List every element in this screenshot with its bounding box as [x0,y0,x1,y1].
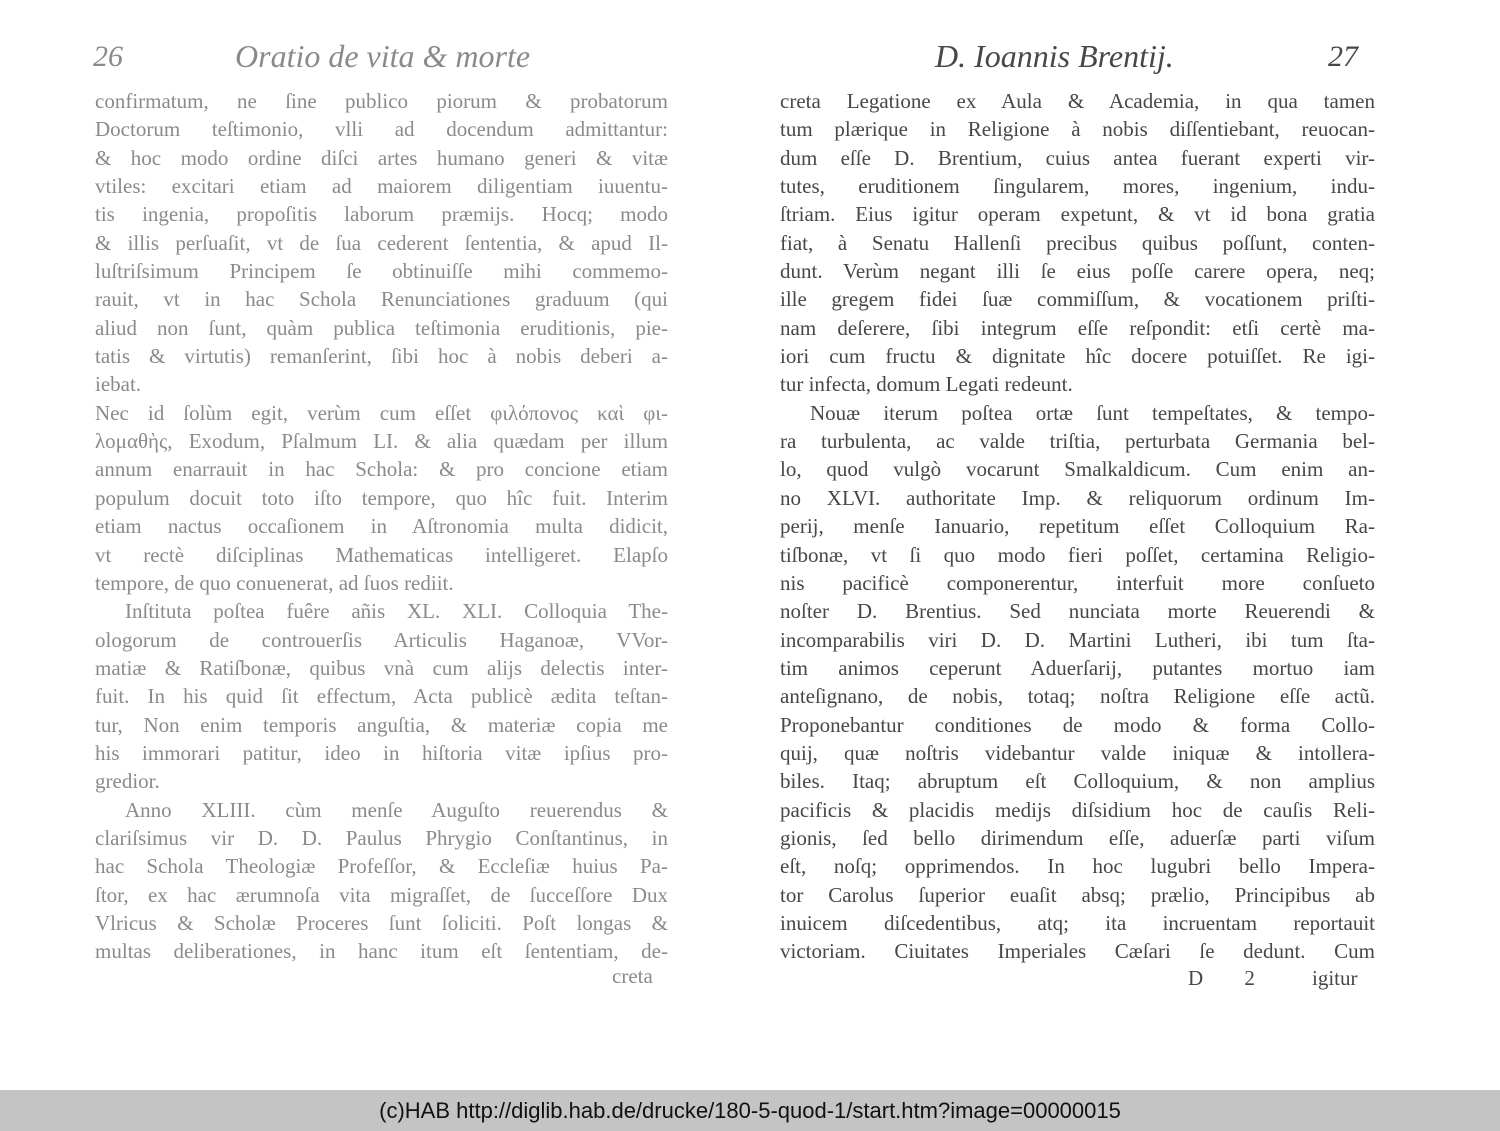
text-line: biles. Itaq; abruptum eſt Colloquium, & non amplius [780,769,1375,794]
text-line: rauit, vt in hac Schola Renunciationes graduum (qui [95,287,668,312]
text-line: nam deſerere, ſibi integrum eſſe reſpondit: etſi certè ma- [780,315,1375,340]
text-line: tum plærique in Religione à nobis diſſentiebant, reuocan- [780,117,1375,142]
text-line: tor Carolus ſuperior euaſit absq; prælio, Principibus ab [780,882,1375,907]
text-line: gionis, ſed bello dirimendum eſſe, aduerſæ parti viſum [780,825,1375,850]
text-line: dunt. Verùm negant illi ſe eius poſſe carere opera, neq; [780,259,1375,284]
text-line: quij, quæ noſtris videbantur valde iniquæ & intollera- [780,740,1375,765]
catchword: igitur [1312,966,1358,990]
text-line: fuit. In his quid ſit effectum, Acta publicè ædita teſtan- [95,684,668,709]
text-line: ille gregem fidei ſuæ commiſſum, & vocationem priſti- [780,287,1375,312]
text-line: ſtriam. Eius igitur operam expetunt, & vt id bona gratia [780,202,1375,227]
text-line: etiam nactus occaſionem in Aſtronomia multa didicit, [95,514,668,539]
text-line: tur infecta, domum Legati redeunt. [780,372,1073,397]
text-line: Inſtituta poſtea fuêre añis XL. XLI. Colloquia The- [125,599,668,624]
text-line: tur, Non enim temporis anguſtia, & materiæ copia me [95,712,668,737]
text-line: no XLVI. authoritate Imp. & reliquorum ordinum Im- [780,485,1375,510]
text-line: creta Legatione ex Aula & Academia, in qua tamen [780,89,1375,113]
text-line: iori cum fructu & dignitate hîc docere potuiſſet. Re igi- [780,344,1375,369]
text-line: & illis perſuaſit, vt de ſua cederent ſententia, & apud Il- [95,230,668,255]
text-line: nis pacificè componerentur, interfuit more conſueto [780,570,1375,595]
left-page [0,0,750,1090]
text-line: lo, quod vulgò vocarunt Smalkaldicum. Cum enim an- [780,457,1375,482]
text-line: anteſignano, de nobis, totaq; noſtra Religione eſſe actũ. [780,684,1375,709]
text-line: tatis & virtutis) remanſerint, ſibi hoc à nobis deberi a- [95,344,668,369]
text-line: Nouæ iterum poſtea ortæ ſunt tempeſtates, & tempo- [810,400,1375,425]
text-line: multas deliberationes, in hanc itum eſt ſententiam, de- [95,939,668,964]
text-line: populum docuit toto iſto tempore, quo hîc fuit. Interim [95,485,668,510]
text-line: Doctorum teſtimonio, vlli ad docendum admittantur: [95,117,668,142]
text-line: hac Schola Theologiæ Profeſſor, & Eccleſiæ huius Pa- [95,854,668,879]
text-line: tim animos ceperunt Aduerſarij, putantes mortuo iam [780,655,1375,680]
text-line: inuicem diſcedentibus, atq; ita incruentam reportauit [780,910,1375,935]
text-line: & hoc modo ordine diſci artes humano generi & vitæ [95,145,668,170]
catchword: creta [612,964,653,988]
text-line: aliud non ſunt, quàm publica teſtimonia eruditionis, pie- [95,315,668,340]
page-number: 26 [93,40,123,73]
running-head: Oratio de vita & morte [235,38,531,74]
text-line: confirmatum, ne ſine publico piorum & probatorum [95,89,668,113]
page-text [95,87,668,966]
text-line: incomparabilis viri D. D. Martini Lutheri, ibi tum ſta- [780,627,1375,652]
text-line: tutes, eruditionem ſingularem, mores, ingenium, indu- [780,174,1375,199]
text-line: Proponebantur conditiones de modo & forma Collo- [780,712,1375,737]
text-line: Nec id ſolùm egit, verùm cum eſſet φιλόπονος καὶ φι- [95,400,668,425]
text-line: Vlricus & Scholæ Proceres ſunt ſoliciti. Poſt longas & [95,910,668,935]
text-line: tempore, de quo conuenerat, ad ſuos rediit. [95,570,454,595]
text-line: pacificis & placidis medijs diſsidium hoc de cauſis Reli- [780,797,1375,822]
text-line: perij, menſe Ianuario, repetitum eſſet Colloquium Ra- [780,514,1375,539]
text-line: victoriam. Ciuitates Imperiales Cæſari ſe dedunt. Cum [780,939,1375,964]
text-line: tiſbonæ, vt ſi quo modo fieri poſſet, certamina Religio- [780,542,1375,567]
text-line: ologorum de controuerſis Articulis Haganoæ, VVor- [95,627,668,652]
text-line: luſtriſsimum Principem ſe obtinuiſſe mihi commemo- [95,259,668,284]
text-line: eſt, noſq; opprimendos. In hoc lugubri bello Impera- [780,854,1375,879]
text-line: vt rectè diſciplinas Mathematicas intelligeret. Elapſo [95,542,668,567]
text-line: iebat. [95,372,142,397]
text-line: clariſsimus vir D. D. Paulus Phrygio Conſtantinus, in [95,825,668,850]
page-text [780,87,1375,966]
text-line: noſter D. Brentius. Sed nunciata morte Reuerendi & [780,599,1375,624]
text-line: dum eſſe D. Brentium, cuius antea fuerant experti vir- [780,145,1375,170]
text-line: annum enarrauit in hac Schola: & pro concione etiam [95,457,668,482]
text-line: matiæ & Ratiſbonæ, quibus vnà cum alijs delectis inter- [95,655,668,680]
text-line: Anno XLIII. cùm menſe Auguſto reuerendus & [125,797,668,822]
running-head: D. Ioannis Brentij. [935,38,1174,74]
text-line: tis ingenia, propoſitis laborum præmijs. Hocq; modo [95,202,668,227]
text-line: gredior. [95,769,160,794]
text-line: ſtor, ex hac ærumnoſa vita migraſſet, de ſucceſſore Dux [95,882,668,907]
copyright-footer: (c)HAB http://diglib.hab.de/drucke/180-5-quod-1/start.htm?image=00000015 [0,1090,1500,1131]
text-line: his immorari patitur, ideo in hiſtoria vitæ ipſius pro- [95,740,668,765]
text-line: vtiles: excitari etiam ad maiorem diligentiam iuuentu- [95,174,668,199]
text-line: fiat, à Senatu Hallenſi precibus quibus poſſunt, conten- [780,230,1375,255]
page-number: 27 [1328,40,1358,73]
text-line: λομαθὴς, Exodum, Pſalmum LI. & alia quædam per illum [95,429,668,454]
text-line: ra turbulenta, ac valde triſtia, perturbata Germania bel- [780,429,1375,454]
signature-mark: D 2 [1188,966,1273,990]
right-page [750,0,1500,1090]
